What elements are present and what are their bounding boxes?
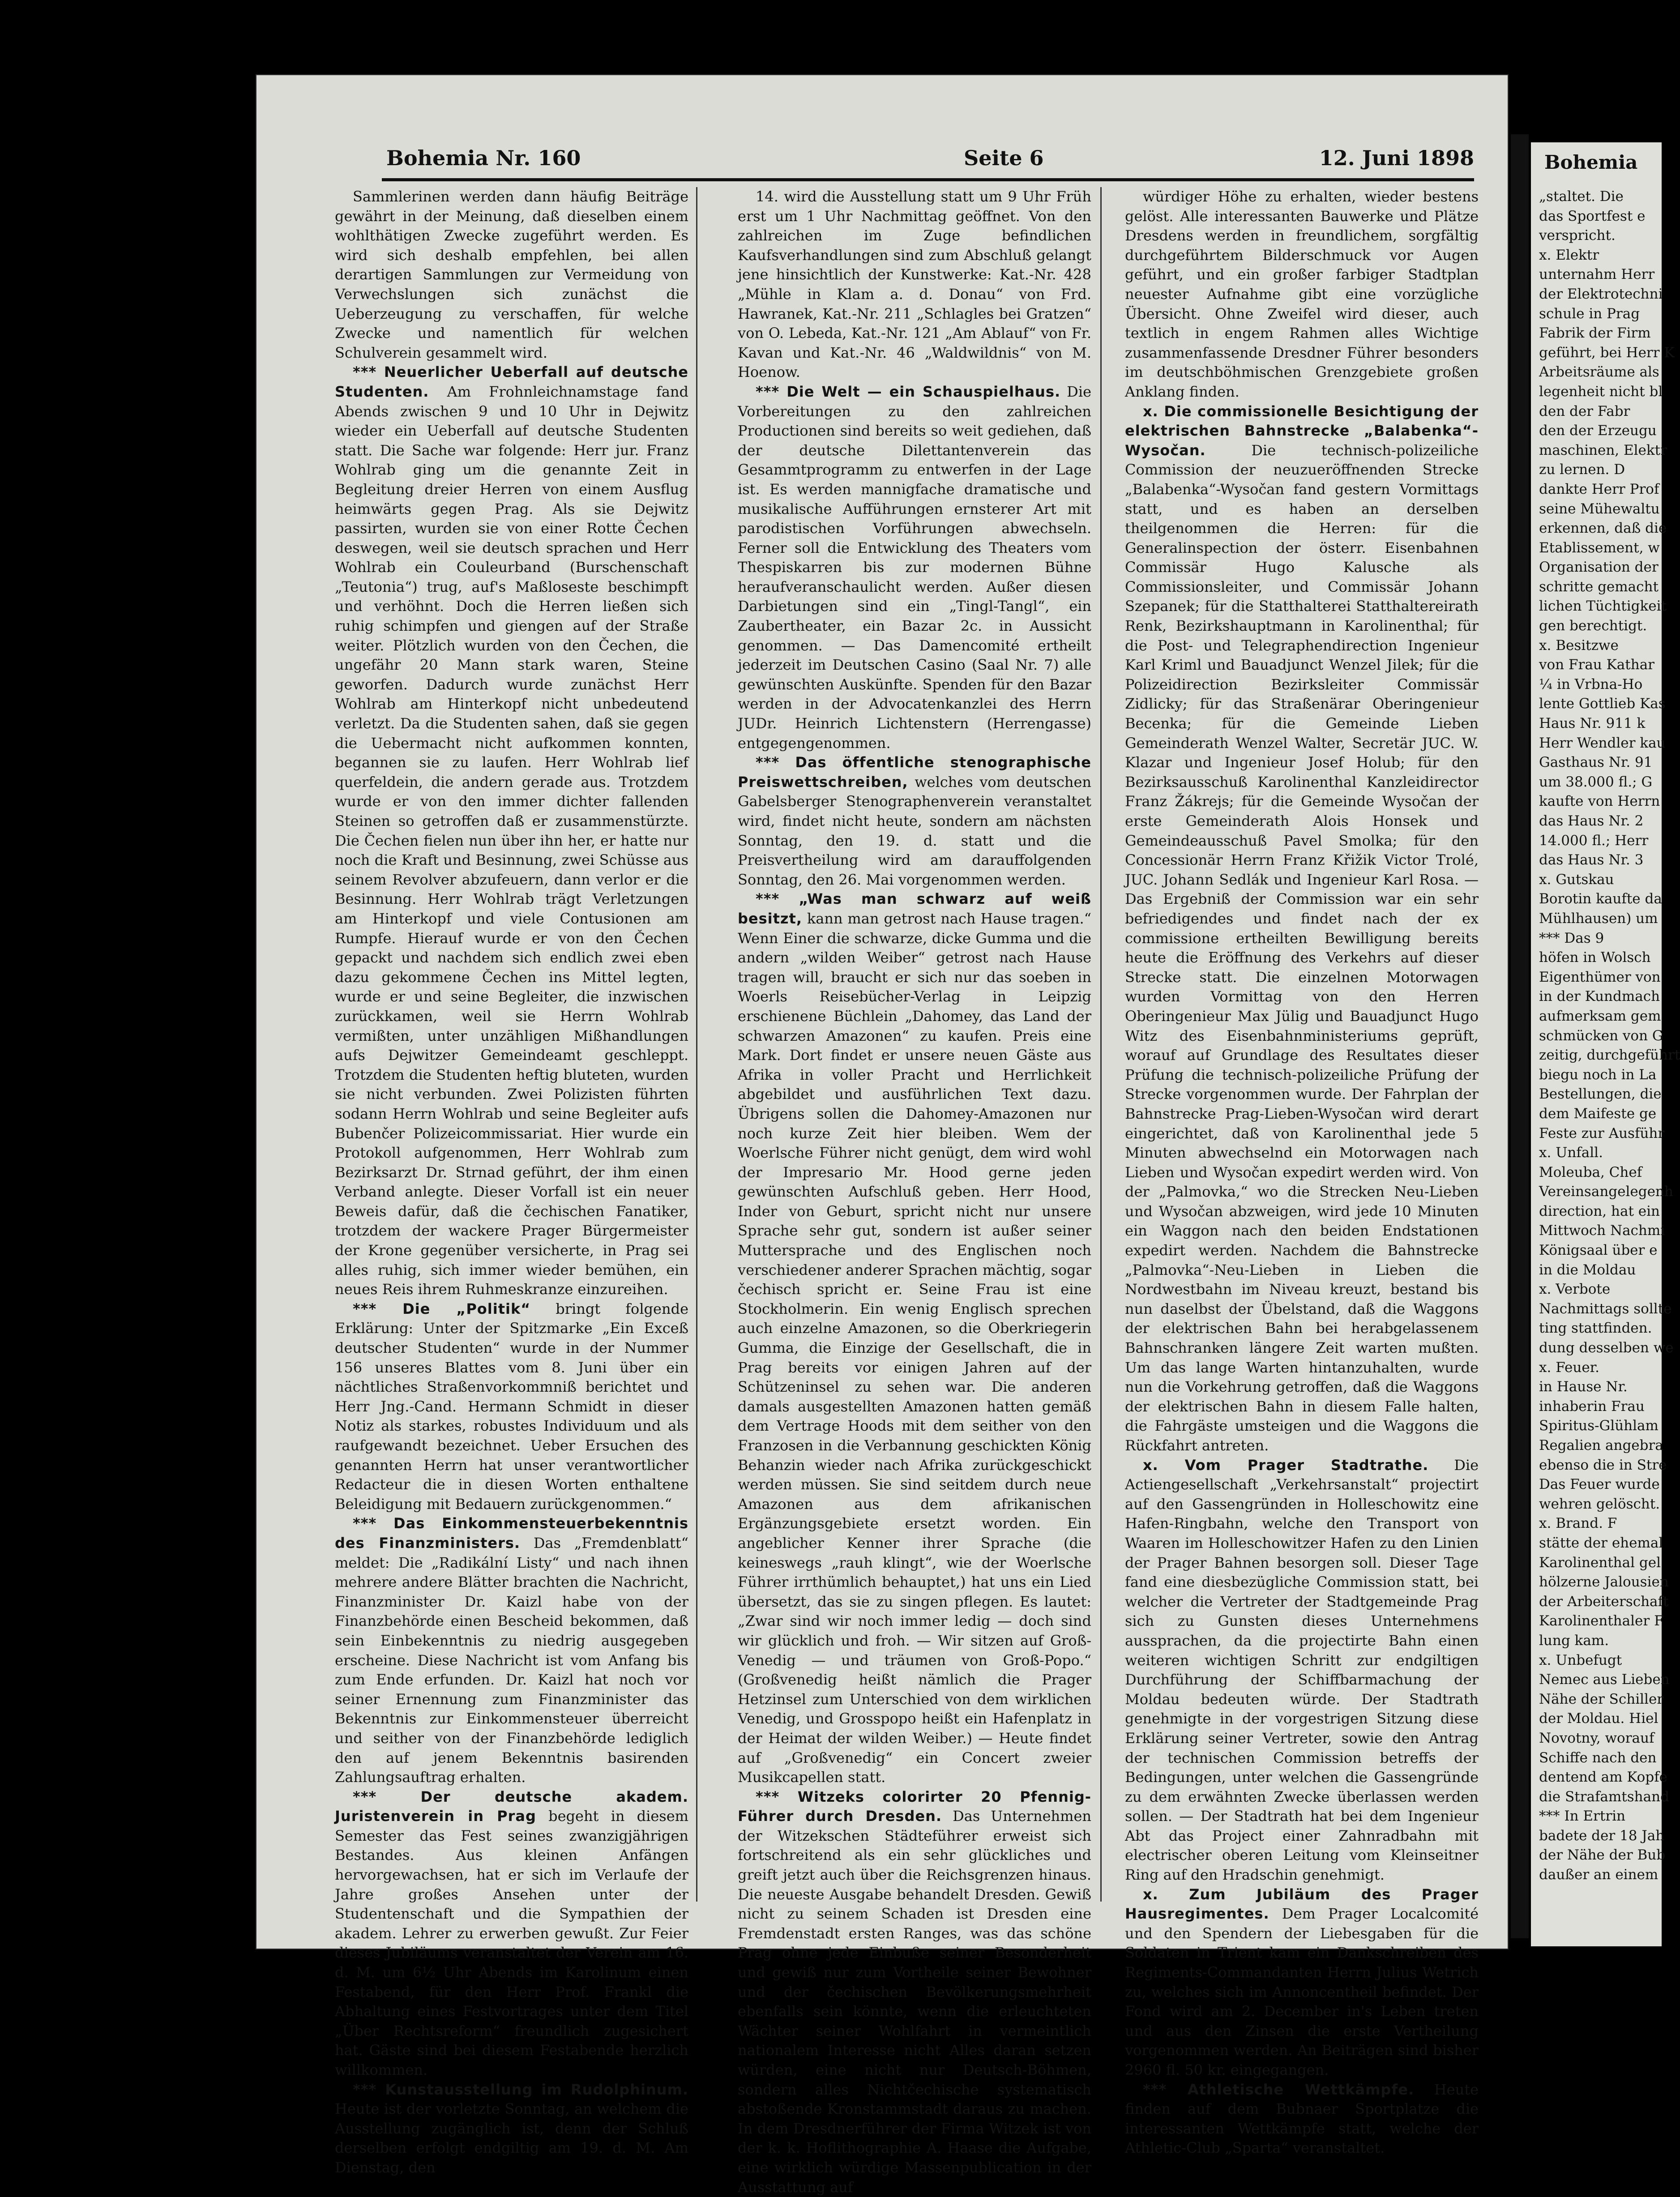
adjacent-text-line: der Arbeiterschaft — [1539, 1593, 1669, 1610]
article-paragraph — [335, 2080, 688, 2178]
adjacent-text-line: Nähe der Schiller — [1539, 1691, 1664, 1707]
issue-date: 12. Juni 1898 — [1319, 146, 1474, 170]
article-body: Dem Prager Localcomité und den Spendern der Liebesgaben für die Soldaten in Trient kam ein Dankschreiben des Regiments-Commandanten Herrn Julius Wetrich zu, welches sich im Annoncentheil befindet. Der Fond wird am 2. December in's Leben treten und aus den Zinsen die erste Vertheilung vorgenommen werden. An Beiträgen sind bisher 2960 fl. 50 kr. eingegangen. — [1125, 1905, 1479, 2078]
article-headline: *** Neuerlicher Ueberfall auf deutsche Studenten. — [335, 363, 688, 400]
adjacent-text-line: Gasthaus Nr. 91 — [1539, 754, 1653, 771]
adjacent-text-line: Herr Wendler kau — [1539, 735, 1666, 751]
adjacent-text-line: ebenso die in Stre — [1539, 1457, 1667, 1473]
adjacent-text-line: ting stattfinden. — [1539, 1320, 1652, 1337]
adjacent-text-line: unternahm Herr — [1539, 266, 1655, 283]
article-paragraph — [738, 889, 1091, 1787]
adjacent-text-line: Bestellungen, die — [1539, 1086, 1662, 1103]
column-rule — [1100, 187, 1102, 1902]
adjacent-text-line: maschinen, Elektr — [1539, 442, 1667, 458]
adjacent-text-line: Feste zur Ausführ — [1539, 1125, 1665, 1141]
adjacent-text-line: die Strafamtshand — [1539, 1788, 1669, 1805]
adjacent-text-line: höfen in Wolsch — [1539, 949, 1651, 966]
article-headline: *** Der deutsche akadem. Juristenverein in Prag — [335, 1788, 688, 1825]
article-body: Am Frohnleichnamstage fand Abends zwischen 9 und 10 Uhr in Dejwitz wieder ein Ueberfall auf deutsche Studenten statt. Die Sache war folgende: Herr jur. Franz Wohlrab ging um die genannte Zeit in Begleitung dreier Herren von einem Ausflug heimwärts gegen Prag. Als sie Dejwitz passirten, wurden sie von einer Rotte Čechen deswegen, weil sie deutsch sprachen und Herr Wohlrab ein Couleurband (Burschenschaft „Teutonia“) trug, auf's Maßloseste beschimpft und verhöhnt. Doch die Herren ließen sich ruhig schimpfen und giengen auf der Straße weiter. Plötzlich wurden von den Čechen, die ungefähr 20 Mann stark waren, Steine geworfen. Dadurch wurde zunächst Herr Wohlrab am Hinterkopf nicht unbedeutend verletzt. Da die Studenten sahen, daß sie gegen die Uebermacht nicht aufkommen konnten, begannen sie zu laufen. Herr Wohlrab lief querfeldein, die andern gerade aus. Trotzdem wurde er von den immer dichter fallenden Steinen so getroffen daß er zusammenstürzte. Die Čechen fielen nun über ihn her, er hatte nur noch die Kraft und Besinnung, zwei Schüsse aus seinem Revolver abzufeuern, dann verlor er die Besinnung. Herr Wohlrab trägt Verletzungen am Hinterkopf und viele Contusionen am Rumpfe. Hierauf wurde er von den Čechen gepackt und nachdem sich endlich zwei eben dazu gekommene Čechen ins Mittel legten, wurde er und seine Begleiter, die inzwischen zurückkamen, weil sie Herrn Wohlrab vermißten, unter unzähligen Mißhandlungen aufs Dejwitzer Gemeindeamt geschleppt. Trotzdem die Studenten heftig bluteten, wurden sie nicht verbunden. Zwei Polizisten führten sodann Herrn Wohlrab und seine Begleiter aufs Bubenčer Polizeicommissariat. Hier wurde ein Protokoll aufgenommen, Herr Wohlrab zum Bezirksarzt Dr. Strnad geführt, der ihm einen Verband anlegte. Dieser Vorfall ist ein neuer Beweis dafür, daß die čechischen Fanatiker, trotzdem der wackere Prager Bürgermeister der Krone gegenüber versicherte, in Prag sei alles ruhig, sich immer wieder bemühen, ein neues Reis ihrem Ruhmeskranze einzureihen. — [335, 383, 689, 1298]
adjacent-text-line: schmücken von G — [1539, 1027, 1663, 1044]
adjacent-text-line: das Sportfest e — [1539, 208, 1646, 224]
article-paragraph — [1125, 402, 1479, 1456]
adjacent-text-line: den der Erzeugu — [1539, 423, 1657, 439]
adjacent-text-line: Moleuba, Chef — [1539, 1164, 1642, 1180]
adjacent-text-line: den der Fabr — [1539, 403, 1630, 419]
article-headline: *** Witzeks colorirter 20 Pfennig-Führer durch Dresden. — [738, 1788, 1091, 1825]
article-paragraph — [335, 363, 688, 1299]
adjacent-text-line: Nachmittags sollte — [1539, 1300, 1672, 1317]
adjacent-text-line: badete der 18 Jah — [1539, 1827, 1665, 1844]
article-headline: *** Kunstausstellung im Rudolphinum. — [353, 2081, 688, 2098]
adjacent-text-line: daußer an einem — [1539, 1867, 1659, 1883]
adjacent-text-line: das Haus Nr. 2 — [1539, 813, 1644, 829]
text-column-3 — [1125, 187, 1479, 2157]
adjacent-text-line: in Hause Nr. — [1539, 1379, 1628, 1395]
article-headline: *** „Was man schwarz auf weiß besitzt, — [738, 890, 1091, 927]
article-headline: *** Das öffentliche stenographische Preiswettschreiben, — [738, 754, 1091, 791]
article-paragraph — [1125, 187, 1479, 402]
adjacent-text-line: dentend am Kopfe — [1539, 1769, 1668, 1786]
adjacent-text-line: Etablissement, w — [1539, 539, 1660, 556]
article-paragraph — [738, 753, 1091, 889]
adjacent-text-line: ¼ in Vrbna-Ho — [1539, 676, 1643, 692]
article-body: welches vom deutschen Gabelsberger Stenographenverein veranstaltet wird, findet nicht heute, sondern am nächsten Sonntag, den 19. d. statt und die Preisvertheilung wird am darauffolgenden Sonntag, den 26. Mai vorgenommen werden. — [738, 773, 1092, 888]
adjacent-text-line: x. Elektr — [1539, 247, 1599, 263]
adjacent-text-line: Königsaal über e — [1539, 1242, 1658, 1259]
adjacent-text-line: x. Gutskau — [1539, 871, 1614, 888]
adjacent-text-line: Spiritus-Glühlam — [1539, 1418, 1659, 1434]
adjacent-text-line: Mühlhausen) um — [1539, 910, 1658, 927]
adjacent-text-line: 14.000 fl.; Herr — [1539, 832, 1649, 849]
adjacent-text-line: zu lernen. D — [1539, 462, 1625, 478]
article-body: Heute ist der vorletzte Sonntag, an welchem die Ausstellung zugänglich ist, denn der Schluß derselben erfolgt endgiltig am 19. d. M. Am Dienstag, den — [335, 2100, 688, 2176]
adjacent-text-line: Arbeitsräume als — [1539, 364, 1659, 380]
adjacent-text-line: Organisation der — [1539, 559, 1659, 576]
adjacent-text-line: um 38.000 fl.; G — [1539, 774, 1653, 790]
text-column-1 — [335, 187, 689, 2176]
adjacent-text-line: lente Gottlieb Kas — [1539, 696, 1666, 712]
adjacent-text-line: Karolinenthaler F — [1539, 1613, 1664, 1629]
article-body: Die technisch-polizeiliche Commission der neuzueröffnenden Strecke „Balabenka“-Wysočan fand gestern Vormittags statt, und es haben an derselben theilgenommen die Herren: für die Generalinspection der österr. Eisenbahnen Commissär Hugo Kalusche als Commissionsleiter, und Commissär Johann Szepanek; für die Statthalterei Statthaltereirath Renk, Bezirkshauptmann in Karolinenthal; für die Post- und Telegraphendirection Ingenieur Karl Kriml und Bauadjunct Wenzel Jilek; für die Polizeidirection Bezirksleiter Commissär Zidlicky; für das Straßenärar Oberingenieur Becenka; für die Gemeinde Lieben Gemeinderath Wenzel Walter, Secretär JUC. W. Klazar und Ingenieur Josef Holub; für den Bezirksausschuß Karolinenthal Kanzleidirector Franz Žákrejs; für die Gemeinde Wysočan der erste Gemeinderath Alois Honsek und Gemeindeausschuß Pavel Smolka; für den Concessionär Herrn Franz Křižik Victor Trolé, JUC. Johann Sedlák und Ingenieur Karl Rosa. — Das Ergebniß der Commission war ein sehr befriedigendes und findet nach der ex commissione ertheilten Bewilligung bereits heute die Eröffnung des Verkehrs auf dieser Strecke statt. Die einzelnen Motorwagen wurden Vormittag von den Herren Oberingenieur Max Jülig und Bauadjunct Hugo Witz des Eisenbahnministeriums geprüft, worauf auf Grundlage des Resultates dieser Prüfung die technisch-polizeiliche Prüfung der Strecke vorgenommen wurde. Der Fahrplan der Bahnstrecke Prag-Lieben-Wysočan wird derart eingerichtet, daß von Karolinenthal jede 5 Minuten abwechselnd ein Motorwagen nach Lieben und Wysočan expedirt werden wird. Von der „Palmovka,“ wo die Strecken Neu-Lieben und Wysočan abzweigen, wird jede 10 Minuten ein Waggon nach den beiden Endstationen expedirt werden. Nachdem die Bahnstrecke „Palmovka“-Neu-Lieben in Lieben die Nordwestbahn im Niveau kreuzt, bestand bis nun daselbst der Übelstand, daß die Waggons der elektrischen Bahn bei herabgelassenem Bahnschranken längere Zeit warten mußten. Um das lange Warten hintanzuhalten, wurde nun die Vorkehrung getroffen, daß die Waggons der elektrischen Bahn in diesem Falle halten, die Fahrgäste umsteigen und die Waggons die Rückfahrt antreten. — [1125, 441, 1479, 1454]
article-body: begeht in diesem Semester das Fest seines zwanzigjährigen Bestandes. Aus kleinen Anfängen hervorgewachsen, hat er sich im Verlaufe der Jahre großes Ansehen unter der Studentenschaft und die Sympathien der akadem. Lehrer zu erwerben gewußt. Zur Feier dieses Jubiläums veranstaltet der Verein am 16. d. M. um 6½ Uhr Abends im Karolinum einen Festabend, für den Herr Prof. Frankl die Abhaltung eines Festvortrages unter dem Titel „Über Rechtsreform“ freundlich zugesichert hat. Gäste sind bei diesem Festabende herzlich willkommen. — [335, 1808, 689, 2078]
adjacent-text-line: Nemec aus Lieben — [1539, 1671, 1670, 1688]
adjacent-text-line: biegu noch in La — [1539, 1066, 1657, 1083]
adjacent-text-line: der Moldau. Hiel — [1539, 1710, 1659, 1727]
adjacent-text-line: Borotin kaufte da — [1539, 891, 1662, 907]
article-headline: *** Das Einkommensteuerbekenntnis des Finanzministers. — [335, 1515, 688, 1552]
adjacent-text-line: *** Das 9 — [1539, 930, 1604, 946]
article-body: Das „Fremdenblatt“ meldet: Die „Radikální Listy“ und nach ihnen mehrere andere Blätter brachten die Nachricht, Finanzminister Dr. Kaizl habe von der Finanzbehörde einen Bescheid bekommen, daß sein Einbekenntnis zu niedrig ausgegeben erscheine. Diese Nachricht ist vom Anfang bis zum Ende erfunden. Dr. Kaizl hat noch vor seiner Ernennung zum Finanzminister das Bekenntnis zur Einkommensteuer überreicht und seither von der Finanzbehörde lediglich den auf jenem Bekenntnis basirenden Zahlungsauftrag erhalten. — [335, 1534, 688, 1786]
article-headline: x. Die commissionelle Besichtigung der elektrischen Bahnstrecke „Balabenka“-Wysočan. — [1125, 402, 1479, 459]
article-body: kann man getrost nach Hause tragen.“ Wenn Einer die schwarze, dicke Gumma und die andern „wilden Weiber“ getrost nach Hause tragen will, braucht er sich nur das soeben in Woerls Reisebücher-Verlag in Leipzig erschienene Büchlein „Dahomey, das Land der schwarzen Amazonen“ zu kaufen. Preis eine Mark. Dort findet er unsere neuen Gäste aus Afrika in voller Pracht und Herrlichkeit abgebildet und ausführlichen Text dazu. Übrigens sollen die Dahomey-Amazonen nur noch kurze Zeit hier bleiben. Wem der Woerlsche Führer nicht genügt, dem wird wohl der Impresario Mr. Hood gerne jeden gewünschten Aufschluß geben. Herr Hood, Inder von Geburt, spricht nicht nur unsere Sprache sehr gut, sondern ist außer seiner Muttersprache und des Englischen noch verschiedener anderer Sprachen mächtig, sogar čechisch spricht er. Seine Frau ist eine Stockholmerin. Ein wenig Englisch sprechen auch einzelne Amazonen, so die Oberkriegerin Gumma, die Einzige der Gesellschaft, die in Prag bereits vor einigen Jahren auf der Schützeninsel zu sehen war. Die anderen damals ausgestellten Amazonen hatten gemäß dem Vertrage Hoods mit dem seither von den Franzosen in die Verbannung geschickten König Behanzin wieder nach Afrika zurückgeschickt werden müssen. Sie sind seitdem durch neue Amazonen aus dem afrikanischen Ergänzungsgebiete ersetzt worden. Ein angeblicher Kenner ihrer Sprache (die keineswegs „rauh klingt“, wie der Woerlsche Führer irrthümlich behauptet,) hat uns ein Lied übersetzt, das sie zu singen pflegen. Es lautet: „Zwar sind wir noch immer ledig — doch sind wir glücklich und froh. — Wir sitzen auf Groß-Venedig — und träumen von Groß-Popo.“ (Großvenedig heißt nämlich die Prager Hetzinsel zum Unterschied von dem wirklichen Venedig, und Grosspopo heißt ein Hafenplatz in der Heimat der wilden Weiber.) — Heute findet auf „Großvenedig“ ein Concert zweier Musikcapellen statt. — [738, 910, 1092, 1786]
article-body: Heute finden auf dem Bubnaer Sportplatze die interessanten Wettkämpfe statt, welche der Athletic-Club „Sparta“ veranstaltet. — [1125, 2081, 1479, 2157]
article-paragraph — [1125, 1456, 1479, 1885]
adjacent-text-line: verspricht. — [1539, 227, 1616, 244]
article-body: Das Unternehmen der Witzekschen Städteführer erweist sich fortschreitend als ein sehr glückliches und greift jetzt auch über die Reichsgrenzen hinaus. Die neueste Ausgabe behandelt Dresden. Gewiß nicht zu seinem Schaden ist Dresden eine Fremdenstadt ersten Ranges, was das schöne Prag ohne jede Einbuße seiner Besonderheit und gewiß nur zum Vortheile seiner Bewohner und der čechischen Bevölkerungsmehrheit ebenfalls sein könnte, wenn die erleuchteten Wächter seiner Wohlfahrt in vermeintlich nationalem Interesse nicht Alles daran setzen würden, eine nicht nur Deutsch-Böhmen, sondern alles Nichtčechische systematisch abstoßende Kronstammstadt daraus zu machen. In dem Dresdnerführer der Firma Witzek ist von der k. k. Hoflithographie A. Haase die Aufgabe, eine wirklich würdige Massenpublication in der Ausstattung auf — [738, 1808, 1092, 2196]
adjacent-text-line: der Elektrotechni — [1539, 286, 1663, 302]
adjacent-text-line: Karolinenthal gel — [1539, 1554, 1661, 1571]
adjacent-text-line: zeitig, durchgeführt — [1539, 1047, 1680, 1064]
adjacent-text-line: *** In Ertrin — [1539, 1808, 1626, 1825]
adjacent-text-line: Vereinsangelegenh — [1539, 1184, 1673, 1200]
article-paragraph — [335, 1514, 688, 1787]
adjacent-text-line: x. Besitzwe — [1539, 637, 1619, 654]
adjacent-text-line: legenheit nicht bl — [1539, 383, 1663, 400]
adjacent-text-line: direction, hat ein — [1539, 1203, 1660, 1219]
page-header — [382, 142, 1474, 181]
article-body: bringt folgende Erklärung: Unter der Spitzmarke „Ein Exceß deutscher Studenten“ wurde in der Nummer 156 unseres Blattes vom 8. Juni über ein nächtliches Straßenvorkommniß berichtet und Herr Jng.-Cand. Hermann Schmidt in dieser Notiz als starkes, robustes Individuum und als raufgewandt bezeichnet. Ueber Ersuchen des genannten Herrn hat unser verantwortlicher Redacteur die in diesen Worten enthaltene Beleidigung mit Bedauern zurückgenommen.“ — [335, 1300, 688, 1513]
adjacent-text-line: aufmerksam gem — [1539, 1008, 1661, 1024]
article-headline: x. Zum Jubiläum des Prager Hausregimentes. — [1125, 1885, 1479, 1923]
adjacent-text-line: gen berechtigt. — [1539, 618, 1647, 634]
article-paragraph — [738, 187, 1091, 382]
adjacent-text-line: der Nähe der Bub — [1539, 1847, 1666, 1864]
adjacent-text-line: Eigenthümer von — [1539, 969, 1661, 985]
adjacent-text-line: inhaberin Frau — [1539, 1398, 1645, 1415]
article-paragraph — [738, 1787, 1091, 2197]
adjacent-text-line: Regalien angebra — [1539, 1437, 1663, 1453]
article-body: 14. wird die Ausstellung statt um 9 Uhr Früh erst um 1 Uhr Nachmittag geöffnet. Von den zahlreichen im Zuge befindlichen Kaufsverhandlungen sind zum Abschluß gelangt jene hinsichtlich der Kunstwerke: Kat.-Nr. 428 „Mühle in Klam a. d. Donau“ von Frd. Hawranek, Kat.-Nr. 211 „Schlagles bei Gratzen“ von O. Lebeda, Kat.-Nr. 121 „Am Ablauf“ von Fr. Kavan und Kat.-Nr. 46 „Waldwildnis“ von M. Hoenow. — [738, 188, 1091, 381]
adjacent-text-line: x. Feuer. — [1539, 1359, 1599, 1376]
adjacent-text-line: kaufte von Herrn — [1539, 793, 1660, 810]
adjacent-text-line: das Haus Nr. 3 — [1539, 852, 1644, 868]
column-rule — [696, 187, 697, 1902]
article-body: Die Actiengesellschaft „Verkehrsanstalt“ projectirt auf den Gassengründen in Holleschowitz eine Hafen-Ringbahn, welche den Transport von Waaren im Holleschowitzer Hafen zu den Linien der Prager Bahnen besorgen soll. Dieser Tage fand eine diesbezügliche Commission statt, bei welcher die Vertreter der Stadtgemeinde Prag sich zu Gunsten dieses Unternehmens aussprachen, da die projectirte Bahn einen weiteren wichtigen Schritt zur endgiltigen Durchführung der Schiffbarmachung der Moldau bedeuten würde. Der Stadtrath genehmigte in der vorgestrigen Sitzung diese Erklärung seiner Vertreter, sowie den Antrag der technischen Commission betreffs der Bedingungen, unter welchen die Gassengründe zu dem erwähnten Zwecke überlassen werden sollen. — Der Stadtrath hat bei dem Ingenieur Abt das Project einer Zahnradbahn mit electrischer oberen Leitung vom Kleinseitner Ring auf den Hradschin genehmigt. — [1125, 1456, 1479, 1884]
adjacent-text-line: schritte gemacht — [1539, 578, 1659, 595]
adjacent-text-line: hölzerne Jalousien — [1539, 1574, 1669, 1590]
article-paragraph — [1125, 1885, 1479, 2080]
adjacent-text-line: dung desselben we — [1539, 1340, 1674, 1356]
masthead-issue: Bohemia Nr. 160 — [386, 146, 581, 170]
adjacent-text-line: Das Feuer wurde — [1539, 1476, 1660, 1493]
adjacent-text-line: x. Unfall. — [1539, 1145, 1603, 1161]
adjacent-text-line: Haus Nr. 911 k — [1539, 715, 1646, 732]
adjacent-page-text — [1539, 187, 1680, 1933]
article-paragraph — [335, 1787, 688, 2080]
adjacent-text-line: x. Verbote — [1539, 1281, 1611, 1298]
adjacent-text-line: wehren gelöscht. — [1539, 1496, 1660, 1512]
article-paragraph — [335, 187, 688, 363]
adjacent-text-line: Mittwoch Nachmi — [1539, 1222, 1665, 1239]
adjacent-text-line: Novotny, worauf — [1539, 1730, 1654, 1746]
adjacent-text-line: von Frau Kathar — [1539, 657, 1654, 673]
adjacent-text-line: dem Maifeste ge — [1539, 1105, 1657, 1122]
article-headline: *** Die „Politik“ — [353, 1300, 531, 1317]
adjacent-text-line: geführt, bei Herr K — [1539, 344, 1675, 361]
adjacent-text-line: schule in Prag — [1539, 305, 1640, 322]
adjacent-text-line: in der Kundmach — [1539, 988, 1660, 1005]
article-headline: *** Die Welt — ein Schauspielhaus. — [756, 383, 1061, 400]
adjacent-text-line: erkennen, daß die — [1539, 520, 1667, 537]
adjacent-text-line: „staltet. Die — [1539, 188, 1624, 205]
article-headline: x. Vom Prager Stadtrathe. — [1143, 1456, 1429, 1474]
adjacent-text-line: seine Mühewaltu — [1539, 500, 1660, 517]
newspaper-page — [256, 75, 1508, 2196]
page-number: Seite 6 — [964, 146, 1044, 170]
adjacent-text-line: x. Unbefugt — [1539, 1652, 1622, 1668]
article-body: Sammlerinen werden dann häufig Beiträge gewährt in der Meinung, daß dieselben einem wohlthätigen Zwecke zugeführt werden. Es wird sich deshalb empfehlen, bei allen derartigen Sammlungen zur Vermeidung von Verwechslungen sich zunächst die Ueberzeugung zu verschaffen, für welche Zwecke und namentlich für welchen Schulverein gesammelt wird. — [335, 188, 688, 361]
adjacent-text-line: x. Brand. F — [1539, 1515, 1617, 1532]
adjacent-text-line: lichen Tüchtigkeit — [1539, 598, 1667, 615]
article-paragraph — [1125, 2080, 1479, 2158]
article-body: würdiger Höhe zu erhalten, wieder bestens gelöst. Alle interessanten Bauwerke und Plätze Dresdens werden in freundlichem, sorgfältig durchgeführtem Bilderschmuck vor Augen geführt, und ein großer farbiger Stadtplan neuester Aufnahme gibt eine vorzügliche Übersicht. Ohne Zweifel wird dieser, auch textlich in engem Rahmen alles Wichtige zusammenfassende Dresdner Führer besonders im deutschböhmischen Grenzgebiete großen Anklang finden. — [1125, 188, 1479, 400]
adjacent-text-line: Fabrik der Firm — [1539, 325, 1651, 342]
adjacent-text-line: in die Moldau — [1539, 1261, 1636, 1278]
adjacent-text-line: stätte der ehemal — [1539, 1534, 1663, 1551]
text-column-2 — [738, 187, 1092, 2196]
adjacent-text-line: lung kam. — [1539, 1632, 1609, 1649]
article-paragraph — [335, 1299, 688, 1514]
adjacent-text-line: Schiffe nach den — [1539, 1749, 1657, 1766]
adjacent-page-fragment — [1531, 142, 1680, 1946]
page-gutter — [1511, 134, 1529, 1938]
adjacent-text-line: dankte Herr Prof — [1539, 481, 1659, 497]
article-headline: *** Athletische Wettkämpfe. — [1143, 2081, 1415, 2098]
article-body: Die Vorbereitungen zu den zahlreichen Productionen sind bereits so weit gediehen, daß der deutsche Dilettantenverein das Gesammtprogramm zu entwerfen in der Lage ist. Es werden mannigfache dramatische und musikalische Aufführungen ernsterer Art mit parodistischen Vorführungen abwechseln. Ferner soll die Entwicklung des Theaters vom Thespiskarren bis zur modernen Bühne heraufveranschaulicht werden. Außer diesen Darbietungen sind ein „Tingl-Tangl“, ein Zaubertheater, ein Bazar 2c. in Aussicht genommen. — Das Damencomité ertheilt jederzeit im Deutschen Casino (Saal Nr. 7) alle gewünschten Auskünfte. Spenden für den Bazar werden in der Advocatenkanzlei des Herrn JUDr. Heinrich Lichtenstern (Herrengasse) entgegengenommen. — [738, 383, 1091, 752]
article-paragraph — [738, 382, 1091, 753]
adjacent-page-header: Bohemia — [1544, 151, 1638, 173]
